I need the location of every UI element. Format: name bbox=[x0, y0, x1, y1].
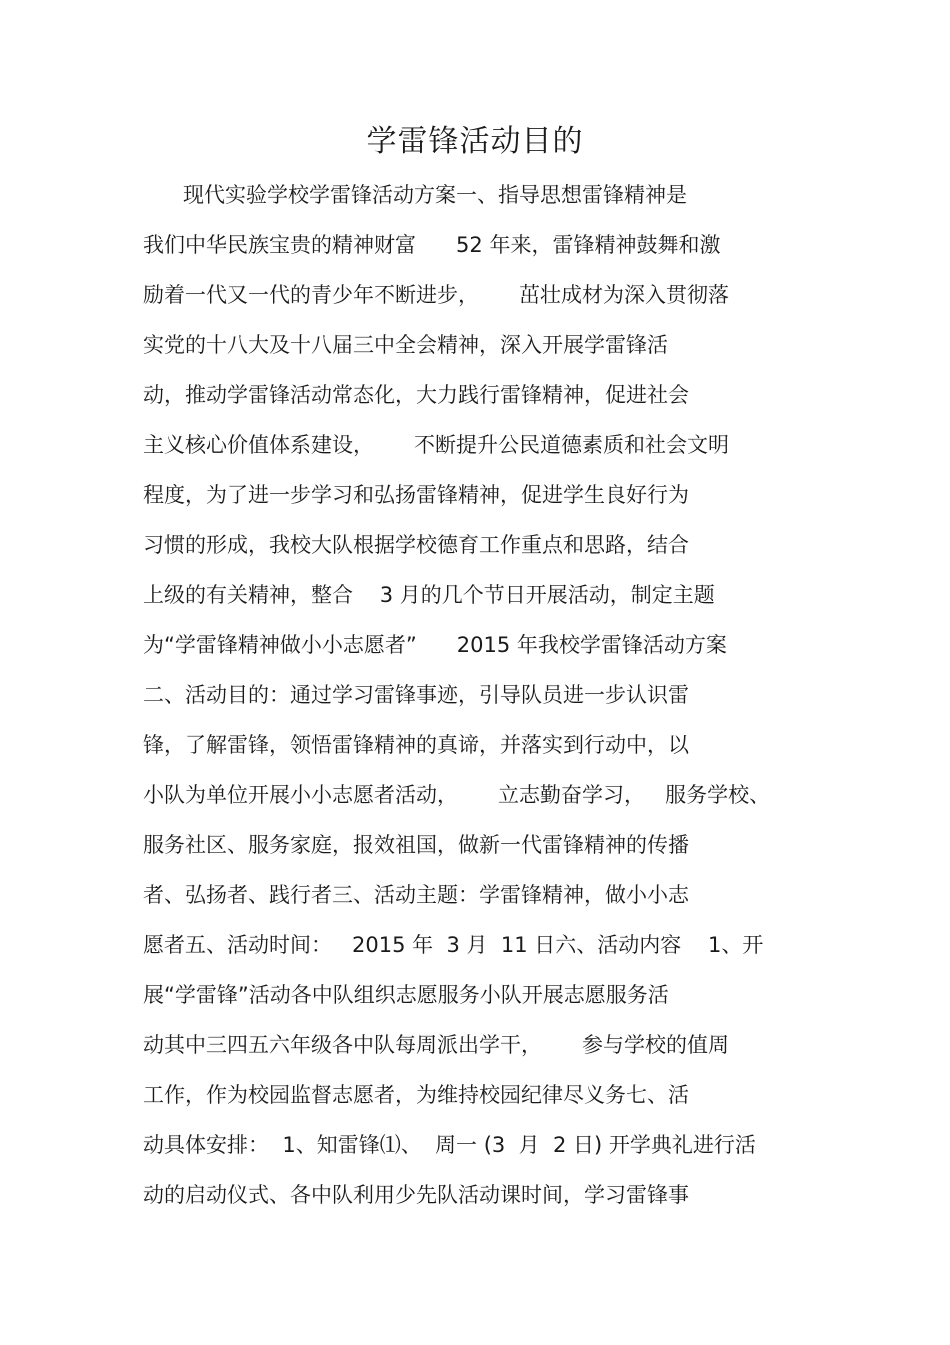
paragraph-line: 锋，了解雷锋，领悟雷锋精神的真谛，并落实到行动中，以 bbox=[143, 733, 689, 757]
paragraph-line: 动具体安排： 1、知雷锋⑴、 周一 (3 月 2 日) 开学典礼进行活 bbox=[143, 1133, 756, 1157]
paragraph-line: 实党的十八大及十八届三中全会精神，深入开展学雷锋活 bbox=[143, 333, 668, 357]
paragraph-line: 动其中三四五六年级各中队每周派出学干， 参与学校的值周 bbox=[143, 1033, 730, 1057]
paragraph-line: 程度，为了进一步学习和弘扬雷锋精神，促进学生良好行为 bbox=[143, 483, 689, 507]
document-title: 学雷锋活动目的 bbox=[366, 124, 584, 159]
paragraph-line: 主义核心价值体系建设， 不断提升公民道德素质和社会文明 bbox=[143, 433, 730, 457]
paragraph-line: 者、弘扬者、践行者三、活动主题：学雷锋精神，做小小志 bbox=[143, 883, 689, 907]
paragraph-line: 习惯的形成，我校大队根据学校德育工作重点和思路，结合 bbox=[143, 533, 689, 557]
paragraph-line: 愿者五、活动时间： 2015 年 3 月 11 日六、活动内容 1、开 bbox=[143, 933, 764, 957]
paragraph-line: 工作，作为校园监督志愿者，为维持校园纪律尽义务七、活 bbox=[143, 1083, 689, 1107]
document-body bbox=[143, 170, 823, 1220]
paragraph-line: 励着一代又一代的青少年不断进步， 茁壮成材为深入贯彻落 bbox=[143, 283, 730, 307]
paragraph-line: 动的启动仪式、各中队利用少先队活动课时间，学习雷锋事 bbox=[143, 1183, 689, 1207]
paragraph-line: 我们中华民族宝贵的精神财富 52 年来，雷锋精神鼓舞和激 bbox=[143, 233, 721, 257]
paragraph-line: 服务社区、服务家庭，报效祖国，做新一代雷锋精神的传播 bbox=[143, 833, 689, 857]
paragraph-line: 动，推动学雷锋活动常态化，大力践行雷锋精神，促进社会 bbox=[143, 383, 689, 407]
paragraph-line: 二、活动目的：通过学习雷锋事迹，引导队员进一步认识雷 bbox=[143, 683, 689, 707]
paragraph-line: 上级的有关精神，整合 3 月的几个节日开展活动，制定主题 bbox=[143, 583, 715, 607]
paragraph-line: 展“学雷锋”活动各中队组织志愿服务小队开展志愿服务活 bbox=[143, 983, 669, 1007]
paragraph-line: 现代实验学校学雷锋活动方案一、指导思想雷锋精神是 bbox=[183, 183, 687, 207]
paragraph-line: 小队为单位开展小小志愿者活动， 立志勤奋学习， 服务学校、 bbox=[143, 783, 771, 807]
paragraph-line: 为“学雷锋精神做小小志愿者” 2015 年我校学雷锋活动方案 bbox=[143, 633, 727, 657]
